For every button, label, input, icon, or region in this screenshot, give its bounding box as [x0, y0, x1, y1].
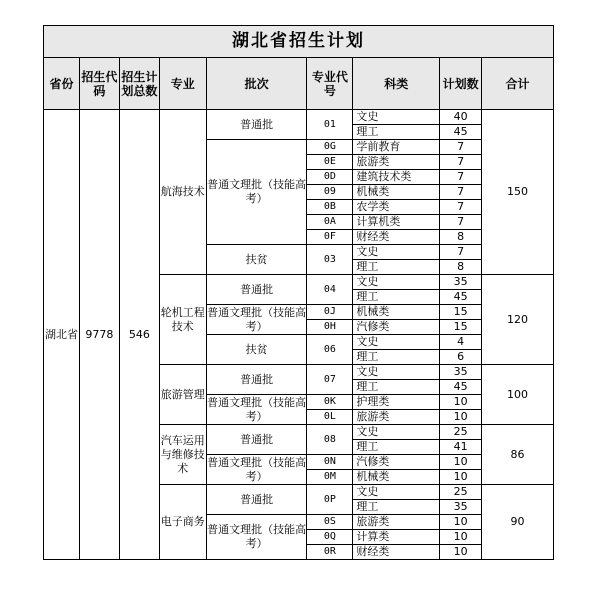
table-row: [44, 110, 554, 125]
major-code-cell: 0E: [307, 155, 353, 170]
major-code-cell: 0F: [307, 230, 353, 245]
enroll-code-cell: 9778: [79, 110, 119, 560]
plan-count-cell: 15: [440, 305, 482, 320]
plan-count-cell: 7: [440, 155, 482, 170]
major-code-cell: 03: [307, 245, 353, 275]
major-code-cell: 04: [307, 275, 353, 305]
plan-count-cell: 7: [440, 245, 482, 260]
header-plan-count: 计划数: [440, 58, 482, 110]
plan-count-cell: 7: [440, 215, 482, 230]
plan-count-cell: 15: [440, 320, 482, 335]
major-code-cell: 0A: [307, 215, 353, 230]
subject-cell: 学前教育: [353, 140, 440, 155]
subject-cell: 财经类: [353, 230, 440, 245]
major-code-cell: 01: [307, 110, 353, 140]
subject-cell: 理工: [353, 350, 440, 365]
batch-name-cell: 普通文理批（技能高考）: [206, 140, 307, 245]
major-code-cell: 0S: [307, 515, 353, 530]
major-code-cell: 0Q: [307, 530, 353, 545]
batch-name-cell: 普通批: [206, 425, 307, 455]
plan-count-cell: 45: [440, 290, 482, 305]
subject-cell: 计算类: [353, 530, 440, 545]
major-code-cell: 0R: [307, 545, 353, 560]
plan-count-cell: 25: [440, 425, 482, 440]
plan-count-cell: 10: [440, 515, 482, 530]
batch-name-cell: 普通批: [206, 275, 307, 305]
subject-cell: 理工: [353, 290, 440, 305]
plan-count-cell: 6: [440, 350, 482, 365]
plan-count-cell: 8: [440, 260, 482, 275]
major-code-cell: 09: [307, 185, 353, 200]
batch-name-cell: 普通文理批（技能高考）: [207, 305, 307, 333]
plan-count-cell: 7: [440, 185, 482, 200]
major-code-cell: 06: [307, 335, 353, 365]
major-code-cell: 0P: [307, 485, 353, 515]
batch-name-cell: 扶贫: [206, 335, 307, 365]
subject-cell: 建筑技术类: [353, 170, 440, 185]
major-code-cell: 0H: [307, 320, 353, 335]
plan-count-cell: 35: [440, 275, 482, 290]
subject-cell: 文史: [353, 425, 440, 440]
major-total-cell: 150: [482, 110, 554, 275]
page-title: 湖北省招生计划: [43, 25, 554, 58]
subject-cell: 文史: [353, 365, 440, 380]
plan-count-cell: 7: [440, 200, 482, 215]
plan-count-cell: 35: [440, 500, 482, 515]
batch-name-cell: 普通批: [206, 485, 307, 515]
subject-cell: 理工: [353, 125, 440, 140]
plan-count-cell: 10: [440, 455, 482, 470]
subject-cell: 文史: [353, 245, 440, 260]
subject-cell: 理工: [353, 500, 440, 515]
subject-cell: 财经类: [353, 545, 440, 560]
plan-count-cell: 35: [440, 365, 482, 380]
major-code-cell: 0D: [307, 170, 353, 185]
plan-total-cell: 546: [119, 110, 159, 560]
province-cell: 湖北省: [44, 110, 80, 560]
plan-count-cell: 10: [440, 410, 482, 425]
major-code-cell: 0M: [307, 470, 353, 485]
major-name-cell: 轮机工程技术: [159, 275, 206, 365]
major-total-cell: 120: [482, 275, 554, 365]
plan-count-cell: 10: [440, 470, 482, 485]
header-major: 专业: [159, 58, 206, 110]
subject-cell: 文史: [353, 110, 440, 125]
batch-name-cell: 普通文理批（技能高考）: [206, 515, 307, 560]
plan-count-cell: 40: [440, 110, 482, 125]
batch-name-cell: 扶贫: [206, 245, 307, 275]
plan-document: [43, 25, 554, 587]
subject-cell: 汽修类: [353, 320, 440, 335]
header-batch: 批次: [206, 58, 307, 110]
plan-count-cell: 41: [440, 440, 482, 455]
major-total-cell: 100: [482, 365, 554, 425]
plan-count-cell: 10: [440, 395, 482, 410]
subject-cell: 理工: [353, 440, 440, 455]
major-code-cell: 0G: [307, 140, 353, 155]
subject-cell: 计算机类: [353, 215, 440, 230]
subject-cell: 旅游类: [353, 155, 440, 170]
major-name-cell: 旅游管理: [159, 365, 206, 425]
subject-cell: 机械类: [353, 185, 440, 200]
major-name-cell: 航海技术: [159, 110, 206, 275]
major-code-cell: 08: [307, 425, 353, 455]
batch-name-cell: 普通文理批（技能高考）: [207, 455, 307, 483]
plan-count-cell: 7: [440, 140, 482, 155]
major-name-cell: 汽车运用与维修技术: [159, 425, 206, 485]
plan-count-cell: 10: [440, 530, 482, 545]
plan-count-cell: 25: [440, 485, 482, 500]
batch-name-cell: 普通批: [206, 365, 307, 395]
plan-count-cell: 7: [440, 170, 482, 185]
subject-cell: 文史: [353, 275, 440, 290]
major-code-cell: 0J: [307, 305, 353, 320]
subject-cell: 理工: [353, 260, 440, 275]
plan-count-cell: 8: [440, 230, 482, 245]
header-major-code: 专业代号: [307, 58, 353, 110]
subject-cell: 理工: [353, 380, 440, 395]
plan-table-body: [44, 110, 554, 560]
major-code-cell: 0N: [307, 455, 353, 470]
plan-count-cell: 4: [440, 335, 482, 350]
subject-cell: 旅游类: [353, 515, 440, 530]
header-total-plan: 招生计划总数: [119, 58, 159, 110]
major-name-cell: 电子商务: [159, 485, 206, 560]
major-code-cell: 07: [307, 365, 353, 395]
major-total-cell: 86: [482, 425, 554, 485]
subject-cell: 护理类: [353, 395, 440, 410]
subject-cell: 机械类: [353, 470, 440, 485]
subject-cell: 农学类: [353, 200, 440, 215]
major-total-cell: 90: [482, 485, 554, 560]
header-row: [44, 58, 554, 110]
major-code-cell: 0L: [307, 410, 353, 425]
subject-cell: 文史: [353, 335, 440, 350]
plan-count-cell: 10: [440, 545, 482, 560]
header-subject: 科类: [353, 58, 440, 110]
subject-cell: 旅游类: [353, 410, 440, 425]
plan-count-cell: 45: [440, 380, 482, 395]
batch-name-cell: 普通文理批（技能高考）: [207, 395, 307, 423]
plan-table: [43, 57, 554, 560]
header-sum: 合计: [482, 58, 554, 110]
subject-cell: 汽修类: [353, 455, 440, 470]
major-code-cell: 0K: [307, 395, 353, 410]
header-province: 省份: [44, 58, 80, 110]
plan-count-cell: 45: [440, 125, 482, 140]
batch-name-cell: 普通批: [206, 110, 307, 140]
header-code: 招生代码: [79, 58, 119, 110]
major-code-cell: 0B: [307, 200, 353, 215]
subject-cell: 机械类: [353, 305, 440, 320]
subject-cell: 文史: [353, 485, 440, 500]
